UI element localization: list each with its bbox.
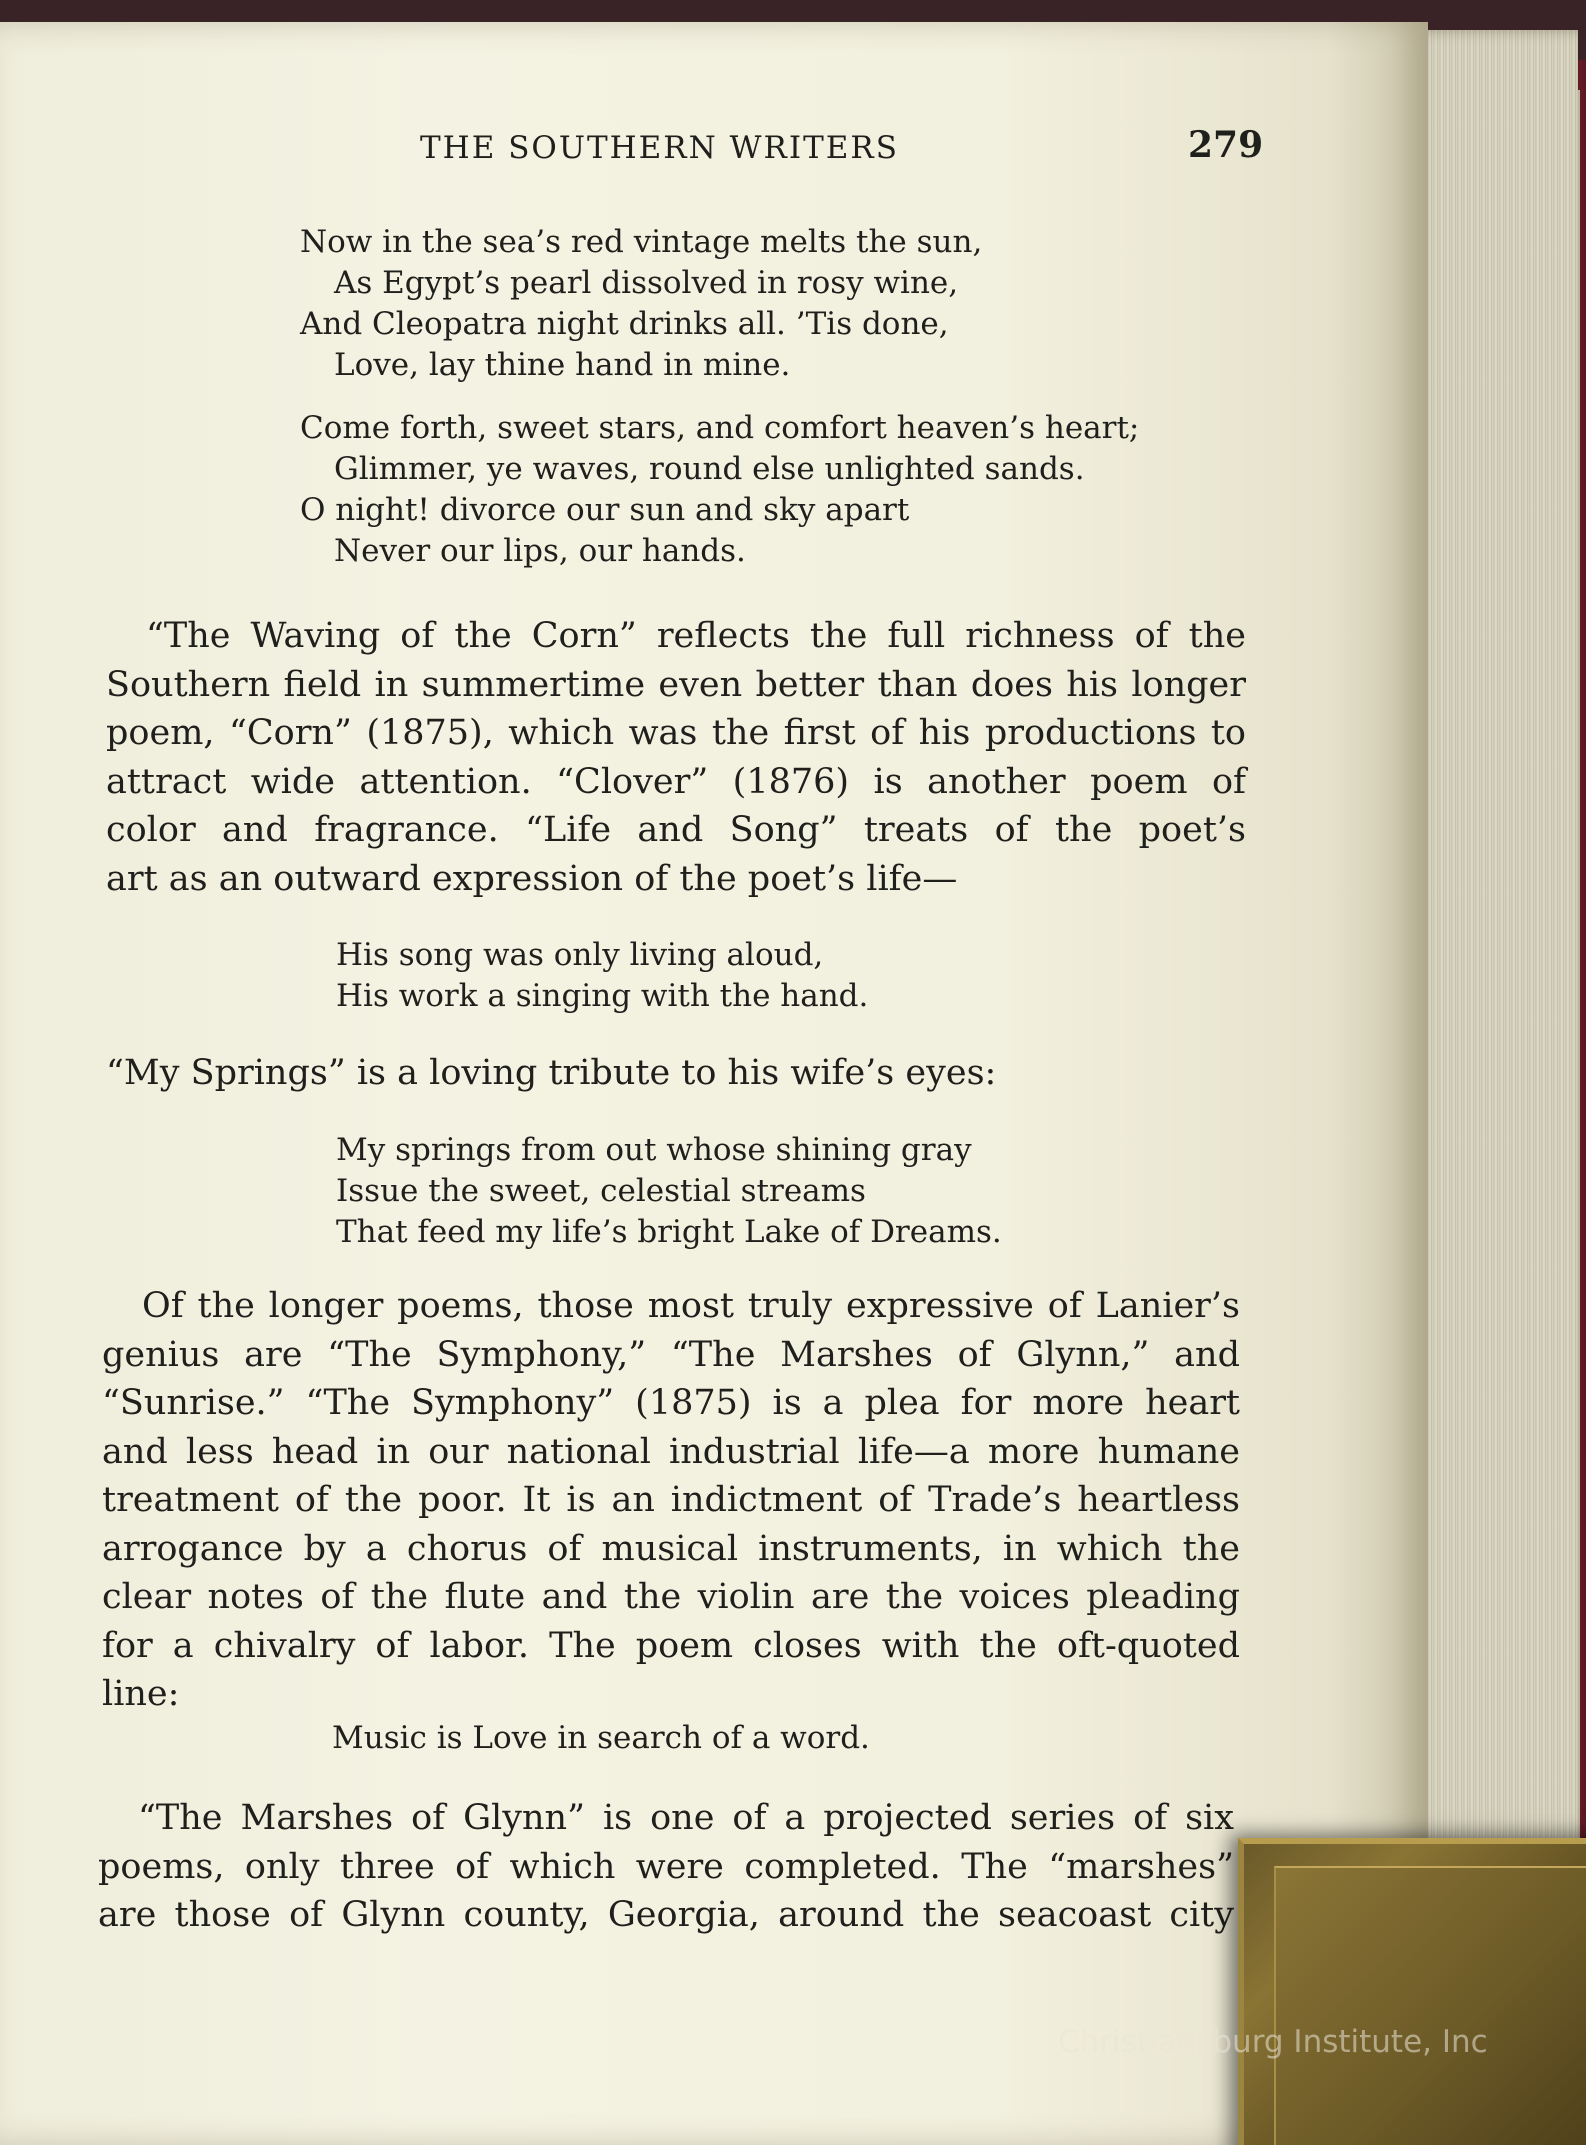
- poem-stanza-1: [300, 222, 982, 386]
- poem-line: Glimmer, ye waves, round else unlighted sands.: [334, 451, 1085, 487]
- paragraph-line: treatment of the poor. It is an indictment of Trade’s heartless: [102, 1480, 1240, 1520]
- poem-line: O night! divorce our sun and sky apart: [300, 492, 910, 528]
- poem-line: As Egypt’s pearl dissolved in rosy wine,: [334, 265, 959, 301]
- paragraph-line: genius are “The Symphony,” “The Marshes of Glynn,” and: [102, 1334, 1240, 1375]
- quote-line: My springs from out whose shining gray: [336, 1132, 972, 1168]
- quote-line: His work a singing with the hand.: [336, 978, 869, 1014]
- paragraph-line: art as an outward expression of the poet’s life—: [106, 858, 958, 899]
- poem-line: Come forth, sweet stars, and comfort heaven’s heart;: [300, 410, 1140, 446]
- running-head: THE SOUTHERN WRITERS: [420, 130, 899, 166]
- paragraph-line: are those of Glynn county, Georgia, around the seacoast city: [98, 1895, 1234, 1935]
- paragraph-line: color and fragrance. “Life and Song” treats of the poet’s: [106, 810, 1246, 850]
- paragraph-longer-poems: [102, 1282, 1240, 1719]
- quote-life-and-song: [336, 935, 868, 1017]
- poem-line: Now in the sea’s red vintage melts the sun,: [300, 224, 983, 260]
- quote-line: Music is Love in search of a word.: [332, 1720, 870, 1756]
- poem-line: And Cleopatra night drinks all. ’Tis done,: [300, 306, 949, 342]
- paragraph-line: attract wide attention. “Clover” (1876) is another poem of: [106, 761, 1246, 802]
- quote-music-is-love: [332, 1718, 870, 1759]
- paragraph-line: poem, “Corn” (1875), which was the first of his productions to: [106, 713, 1246, 753]
- paragraph-line: poems, only three of which were completed. The “marshes”: [98, 1846, 1234, 1887]
- paragraph-line: arrogance by a chorus of musical instruments, in which the: [102, 1528, 1240, 1569]
- paragraph-my-springs: [106, 1049, 1246, 1098]
- paragraph-line: for a chivalry of labor. The poem closes with the oft-quoted: [102, 1625, 1240, 1666]
- poem-line: Never our lips, our hands.: [334, 533, 746, 569]
- paragraph-waving-of-the-corn: [106, 612, 1246, 903]
- quote-line: Issue the sweet, celestial streams: [336, 1173, 866, 1209]
- paragraph-line: line:: [102, 1674, 180, 1714]
- paragraph-line: “The Marshes of Glynn” is one of a projected series of six: [138, 1798, 1234, 1838]
- poem-line: Love, lay thine hand in mine.: [334, 347, 791, 383]
- paragraph-marshes-of-glynn: [98, 1794, 1234, 1940]
- paragraph-line: Southern field in summertime even better than does his longer: [106, 664, 1246, 705]
- paragraph-line: Of the longer poems, those most truly expressive of Lanier’s: [142, 1286, 1240, 1326]
- paragraph-line: “Sunrise.” “The Symphony” (1875) is a plea for more heart: [102, 1383, 1240, 1423]
- poem-stanza-2: [300, 408, 1139, 572]
- foreground-book-corner: [1238, 1838, 1586, 2145]
- quote-my-springs: [336, 1130, 1002, 1253]
- watermark: Christiansburg Institute, Inc: [1058, 2024, 1488, 2060]
- paragraph-line: “My Springs” is a loving tribute to his wife’s eyes:: [106, 1053, 997, 1093]
- paragraph-line: clear notes of the flute and the violin are the voices pleading: [102, 1577, 1240, 1617]
- foreground-book-board: [1274, 1866, 1586, 2145]
- quote-line: His song was only living aloud,: [336, 937, 824, 973]
- paragraph-line: “The Waving of the Corn” reflects the full richness of the: [146, 616, 1246, 656]
- paragraph-line: and less head in our national industrial life—a more humane: [102, 1431, 1240, 1472]
- quote-line: That feed my life’s bright Lake of Dreams.: [336, 1214, 1002, 1250]
- page-number: 279: [1188, 124, 1264, 166]
- page-block-edges: [1408, 30, 1578, 2030]
